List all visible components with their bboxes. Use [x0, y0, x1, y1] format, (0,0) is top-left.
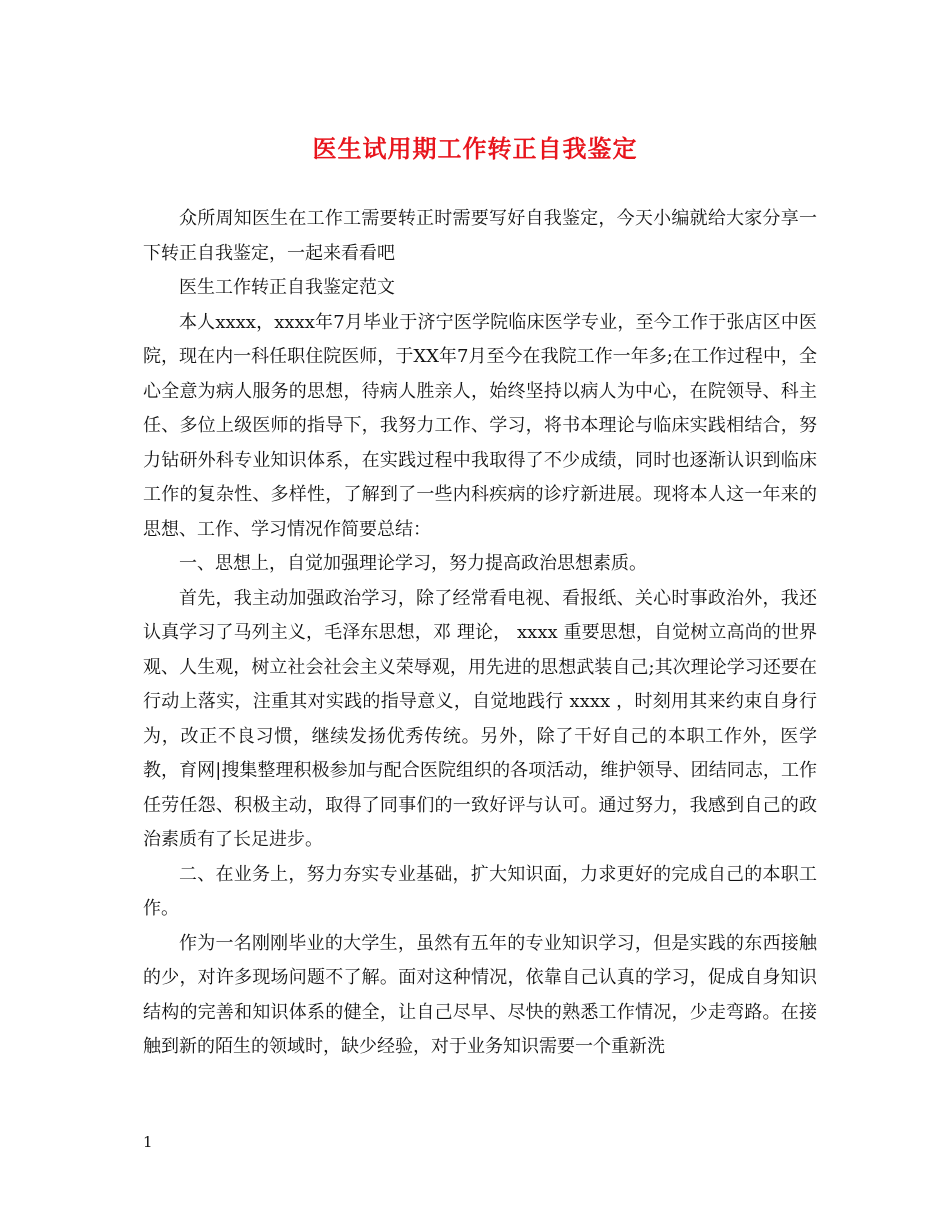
document-body — [143, 202, 817, 1065]
paragraph-intro: 众所周知医生在工作工需要转正时需要写好自我鉴定，今天小编就给大家分享一下转正自我鉴定，一起来看看吧 — [143, 208, 817, 264]
paragraph-professional-study: 作为一名刚刚毕业的大学生，虽然有五年的专业知识学习，但是实践的东西接触的少，对许多现场问题不了解。面对这种情况，依靠自己认真的学习，促成自身知识结构的完善和知识体系的健全，让自己尽早、尽快的熟悉工作情况，少走弯路。在接触到新的陌生的领域时，缺少经验，对于业务知识需要一个重新洗 — [143, 932, 817, 1057]
page-number: 1 — [143, 1133, 153, 1151]
paragraph-section-heading-2: 二、在业务上，努力夯实专业基础，扩大知识面，力求更好的完成自己的本职工作。 — [143, 863, 817, 919]
document-title: 医生试用期工作转正自我鉴定 — [312, 134, 638, 163]
paragraph-section-heading-1: 一、思想上，自觉加强理论学习，努力提高政治思想素质。 — [179, 553, 647, 574]
paragraph-political-study: 首先，我主动加强政治学习，除了经常看电视、看报纸、关心时事政治外，我还认真学习了马列主义，毛泽东思想，邓 理论， xxxx 重要思想，自觉树立高尚的世界观、人生观，树立社会社会主义荣辱观，用先进的思想武装自己;其次理论学习还要在行动上落实，注重其对实践的指导意义，自觉地践行 xxxx ，时刻用其来约束自身行为，改正不良习惯，继续发扬优秀传统。另外，除了干好自己的本职工作外，医学教，育网|搜集整理积极参加与配合医院组织的各项活动，维护领导、团结同志，工作任劳任怨、积极主动，取得了同事们的一致好评与认可。通过努力，我感到自己的政治素质有了长足进步。 — [143, 587, 817, 850]
paragraph-self-intro: 本人xxxx，xxxx年7月毕业于济宁医学院临床医学专业，至今工作于张店区中医院，现在内一科任职住院医师，于XX年7月至今在我院工作一年多;在工作过程中，全心全意为病人服务的思想，待病人胜亲人，始终坚持以病人为中心，在院领导、科主任、多位上级医师的指导下，我努力工作、学习，将书本理论与临床实践相结合，努力钻研外科专业知识体系，在实践过程中我取得了不少成绩，同时也逐渐认识到临床工作的复杂性、多样性，了解到了一些内科疾病的诊疗新进展。现将本人这一年来的思想、工作、学习情况作简要总结： — [143, 311, 817, 540]
paragraph-subheading: 医生工作转正自我鉴定范文 — [179, 277, 395, 298]
